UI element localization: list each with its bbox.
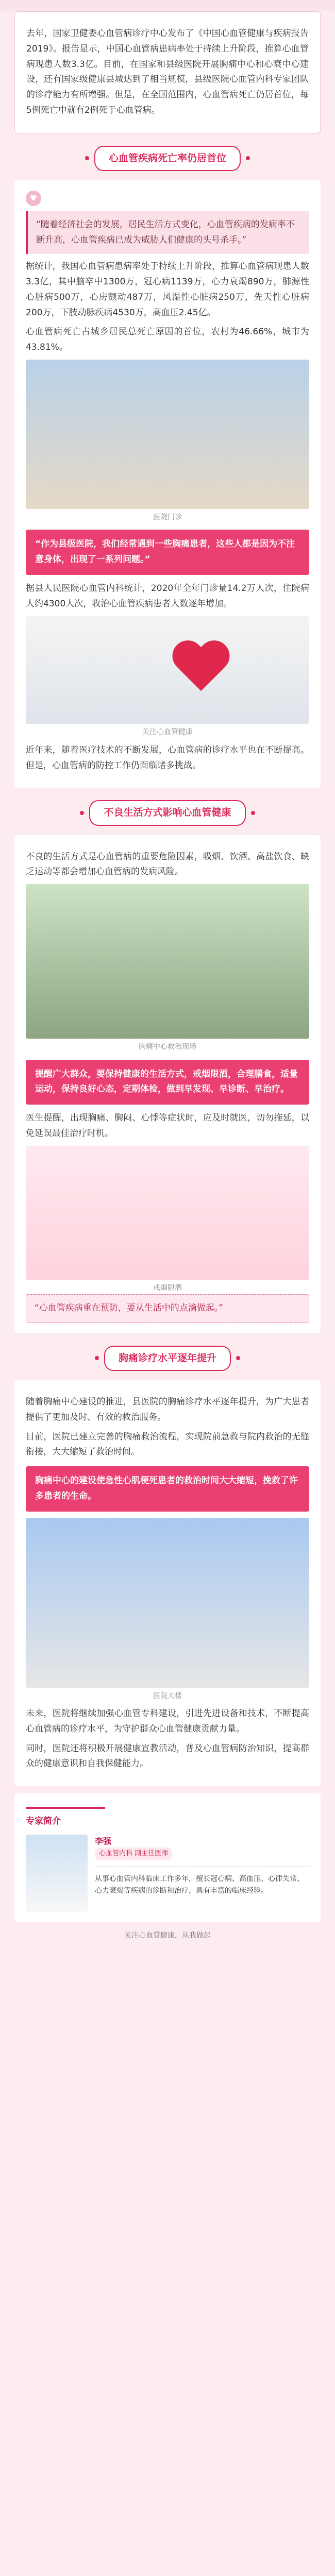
- paragraph: 同时，医院还将积极开展健康宣教活动，普及心血管病防治知识，提高群众的健康意识和自我保健能力。: [26, 1743, 309, 1769]
- photo-caption: 戒烟限酒: [153, 1283, 182, 1292]
- section-1-card: [14, 180, 321, 788]
- expert-desc: 从事心血管内科临床工作多年，擅长冠心病、高血压、心律失常、心力衰竭等疾病的诊断和治疗，具有丰富的临床经验。: [95, 1875, 304, 1895]
- quote-text: “随着经济社会的发展，居民生活方式变化，心血管疾病的发病率不断升高，心血管疾病已成为威胁人们健康的头号杀手。”: [36, 219, 295, 245]
- paragraph: 目前，医院已建立完善的胸痛救治流程，实现院前急救与院内救治的无缝衔接，大大缩短了救治时间。: [26, 1431, 309, 1458]
- expert-profile: [26, 1835, 309, 1912]
- expert-name: 李强: [95, 1836, 112, 1846]
- paragraph: 不良的生活方式是心血管病的重要危险因素，吸烟、饮酒、高盐饮食、缺乏运动等都会增加心血管病的发病风险。: [26, 851, 309, 877]
- highlight-box-1: [26, 530, 309, 575]
- section-3-card: [14, 1380, 321, 1786]
- rescue-photo: [26, 884, 309, 1039]
- avatar-icon: ♥: [26, 191, 41, 206]
- hospital-photo: [26, 360, 309, 509]
- section-title-text: 心血管疾病死亡率仍居首位: [94, 146, 241, 171]
- health-illustration: [26, 616, 309, 724]
- mini-quote-text: “心血管疾病重在预防，要从生活中的点滴做起。”: [35, 1303, 224, 1313]
- dot-icon: [85, 156, 89, 160]
- dot-icon: [236, 1356, 240, 1360]
- highlight-box-2: [26, 1060, 309, 1105]
- expert-section-title: 专家简介: [26, 1816, 61, 1826]
- paragraph: 据县人民医院心血管内科统计，2020年全年门诊量14.2万人次，住院病人约4300人次，收治心血管疾病患者人数逐年增加。: [26, 583, 309, 609]
- section-2-card: [14, 835, 321, 1333]
- dot-icon: [80, 811, 84, 815]
- photo-caption: 医院大楼: [153, 1691, 182, 1700]
- section-title-text: 胸痛诊疗水平逐年提升: [104, 1346, 231, 1371]
- paragraph: 未来，医院将继续加强心血管专科建设，引进先进设备和技术，不断提高心血管病的诊疗水平，为守护群众心血管健康贡献力量。: [26, 1708, 309, 1734]
- paragraph: 心血管病死亡占城乡居民总死亡原因的首位，农村为46.66%，城市为43.81%。: [26, 327, 309, 352]
- photo-caption: 关注心血管健康: [142, 728, 193, 737]
- mini-quote: [26, 1294, 309, 1323]
- no-smoking-illustration: [26, 1146, 309, 1280]
- photo-caption: 医院门诊: [153, 513, 182, 521]
- paragraph: 近年来，随着医疗技术的不断发展，心血管病的诊疗水平也在不断提高。但是，心血管病的防控工作仍面临诸多挑战。: [26, 744, 309, 771]
- accent-bar: [26, 1807, 105, 1809]
- intro-card: [14, 11, 321, 133]
- heart-icon: [170, 641, 232, 698]
- dot-icon: [246, 156, 250, 160]
- highlight-text: 提醒广大群众，要保持健康的生活方式，戒烟限酒，合理膳食，适量运动，保持良好心态，定期体检，做到早发现、早诊断、早治疗。: [35, 1069, 298, 1095]
- paragraph: 据统计，我国心血管病患病率处于持续上升阶段，推算心血管病现患人数3.3亿，其中脑卒中1300万，冠心病1139万，心力衰竭890万，肺源性心脏病500万，心房颤动487万，风湿性心脏病250万，先天性心脏病200万，下肢动脉疾病4530万，高血压2.45亿。: [26, 261, 309, 318]
- section-title-3: [14, 1346, 321, 1371]
- intro-text: 去年，国家卫健委心血管病诊疗中心发布了《中国心血管健康与疾病报告2019》。报告显示，中国心血管病患病率处于持续上升阶段，推算心血管病现患人数3.3亿。目前，在国家和县级医院开展胸痛中心和心衰中心建设，还有国家级健康县城达到了相当规模，县级医院心血管内科专家团队的诊疗能力有所增强。但是，在全国范围内，心血管病死亡仍居首位，每5例死亡中就有2例死于心血管病。: [26, 28, 309, 115]
- photo-caption: 胸痛中心救治现场: [139, 1043, 196, 1051]
- page: [0, 11, 335, 2576]
- hospital-building-photo: [26, 1518, 309, 1688]
- dot-icon: [251, 811, 255, 815]
- expert-avatar: [26, 1835, 88, 1912]
- highlight-box-3: [26, 1466, 309, 1512]
- footer-note: 关注心血管健康，从我做起: [124, 1931, 211, 1940]
- section-title-1: [14, 146, 321, 171]
- expert-card: [14, 1793, 321, 1922]
- expert-dept: 心血管内科 副主任医师: [95, 1848, 172, 1860]
- expert-info: [95, 1835, 309, 1896]
- quote-box-1: [26, 211, 309, 255]
- paragraph: 医生提醒，出现胸痛、胸闷、心悸等症状时，应及时就医，切勿拖延，以免延误最佳治疗时机。: [26, 1113, 309, 1139]
- dot-icon: [95, 1356, 99, 1360]
- speaker-chip: [26, 191, 309, 206]
- highlight-text: “作为县级医院，我们经常遇到一些胸痛患者，这些人都是因为不注意身体，出现了一系列问题。”: [35, 539, 295, 565]
- highlight-text: 胸痛中心的建设使急性心肌梗死患者的救治时间大大缩短，挽救了许多患者的生命。: [35, 1476, 298, 1501]
- section-title-2: [14, 800, 321, 825]
- paragraph: 随着胸痛中心建设的推进，县医院的胸痛诊疗水平逐年提升，为广大患者提供了更加及时、有效的救治服务。: [26, 1397, 309, 1422]
- section-title-text: 不良生活方式影响心血管健康: [89, 800, 245, 825]
